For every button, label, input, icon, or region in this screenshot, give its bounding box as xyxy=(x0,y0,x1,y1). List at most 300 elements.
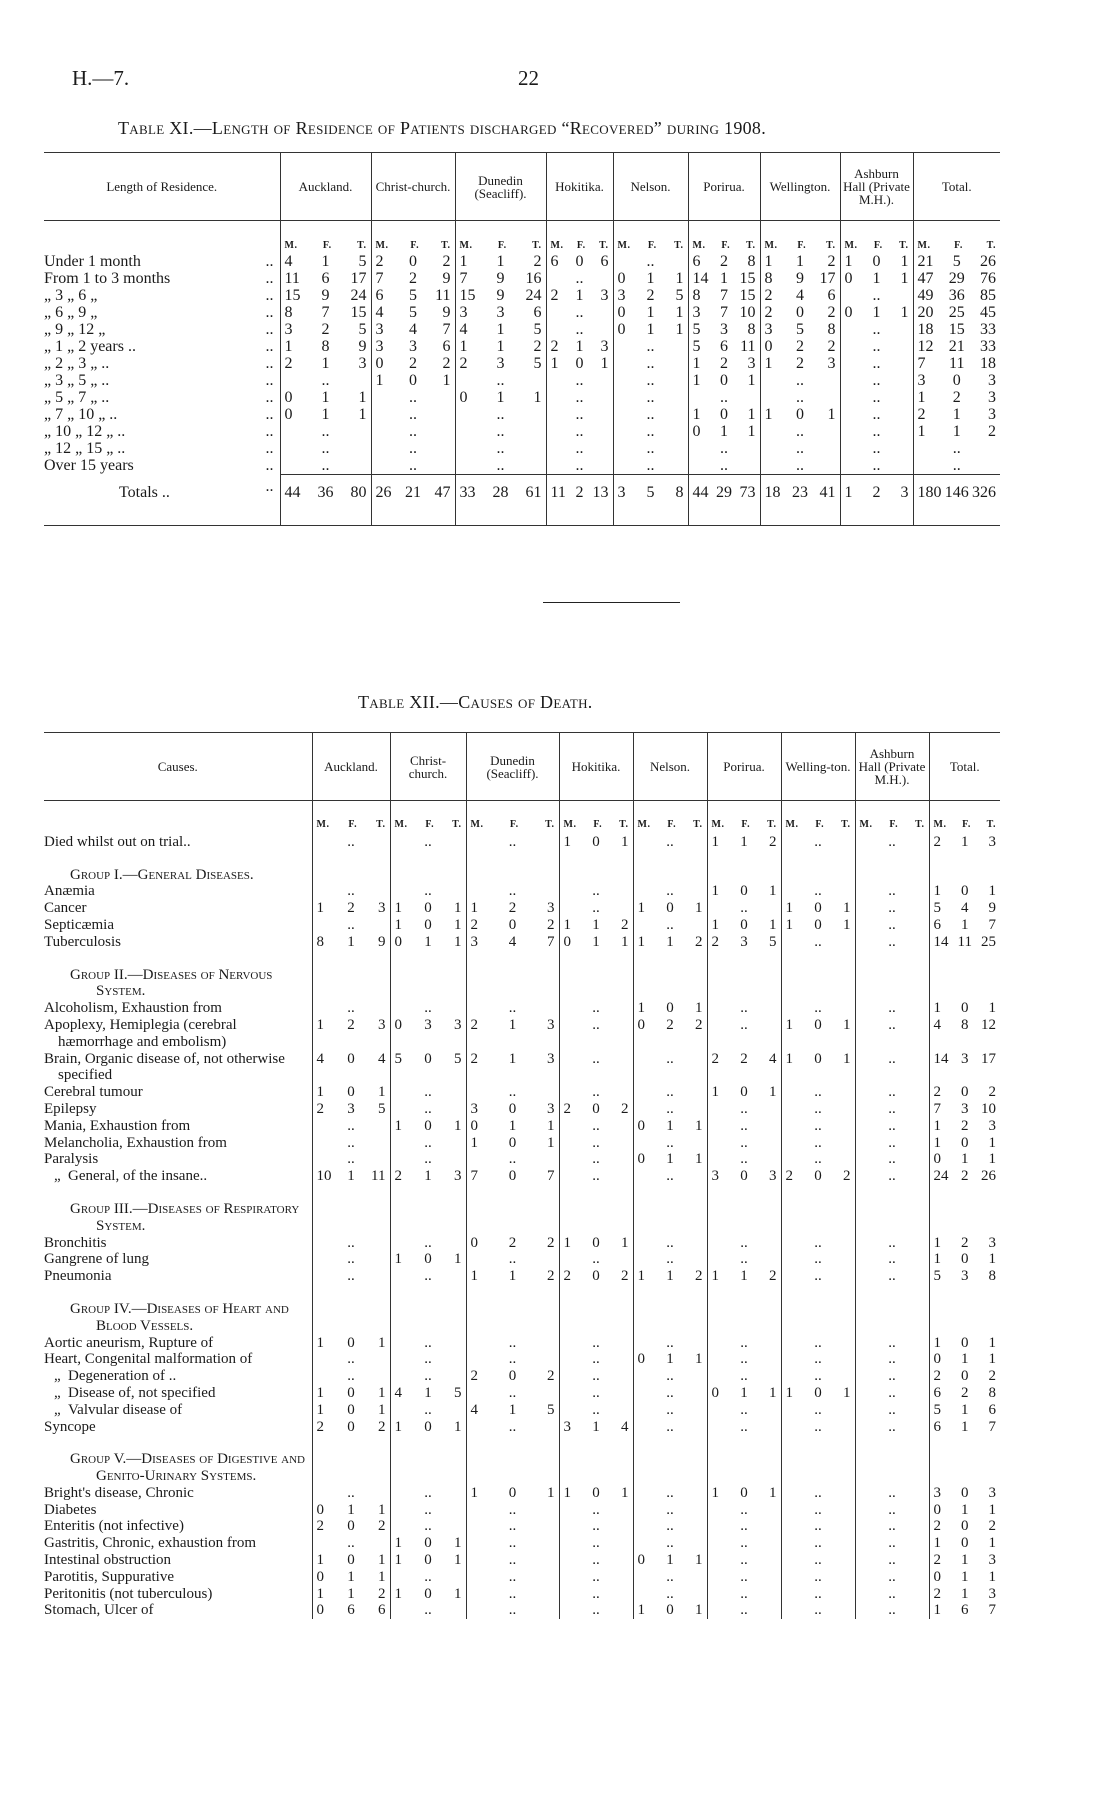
total-count: 1 xyxy=(769,1084,777,1101)
female-count: 1 xyxy=(592,933,600,950)
female-count: 1 xyxy=(740,833,748,850)
subheader-label: F. xyxy=(962,819,971,830)
value-cell xyxy=(280,304,371,321)
empty-value: .. xyxy=(347,1368,355,1385)
value-cell xyxy=(913,304,1000,321)
total-count: 45 xyxy=(979,304,996,321)
row-label-text: Disease of, not specified xyxy=(68,1384,216,1401)
value-cell xyxy=(455,389,546,406)
value-cell xyxy=(633,951,707,1001)
value-cell xyxy=(559,1084,633,1101)
row-label xyxy=(44,1051,312,1085)
value-cell xyxy=(929,883,1000,900)
female-count: 2 xyxy=(575,484,584,501)
row-label xyxy=(44,406,280,423)
female-count: 36 xyxy=(317,484,334,501)
total-count: 1 xyxy=(843,1384,851,1401)
male-count: 1 xyxy=(637,1000,645,1017)
spacer-cell xyxy=(371,505,455,526)
empty-value: .. xyxy=(409,440,417,457)
empty-value: .. xyxy=(496,457,505,474)
female-count: 1 xyxy=(961,1552,969,1569)
spacer-cell xyxy=(44,505,280,526)
table-row xyxy=(44,1168,1000,1185)
subheader-label: M. xyxy=(711,819,725,830)
value-cell xyxy=(781,934,855,951)
row-label-text: Under 1 month xyxy=(44,253,141,270)
value-cell xyxy=(855,1268,929,1285)
value-cell xyxy=(312,1385,390,1402)
total-count: 4 xyxy=(377,1050,386,1067)
female-count: 0 xyxy=(666,900,674,917)
mft-values xyxy=(471,917,555,934)
table-row xyxy=(44,1101,1000,1118)
empty-value: .. xyxy=(666,1368,674,1385)
row-label-text: Anæmia xyxy=(44,883,95,900)
subheader-label: F. xyxy=(348,819,358,830)
total-count: 13 xyxy=(592,484,609,501)
row-label xyxy=(44,423,280,440)
mft-values xyxy=(317,1402,386,1419)
mft-values xyxy=(638,1151,703,1168)
male-count: 1 xyxy=(933,1602,941,1619)
value-cell xyxy=(855,1185,929,1235)
female-count: 1 xyxy=(347,933,355,950)
empty-value: .. xyxy=(508,1334,517,1351)
mft-values xyxy=(471,1135,555,1152)
subheader-label: F. xyxy=(815,819,825,830)
value-cell xyxy=(546,389,613,406)
empty-value: .. xyxy=(814,1602,822,1619)
empty-value: .. xyxy=(424,1351,432,1368)
female-count: 15 xyxy=(948,321,965,338)
mft-values xyxy=(934,1351,997,1368)
value-cell xyxy=(929,1602,1000,1619)
subheader-label: F. xyxy=(873,240,883,251)
value-cell xyxy=(781,1051,855,1085)
value-cell xyxy=(455,287,546,304)
value-cell xyxy=(707,1385,781,1402)
table-xi-title-prefix: Table XI.—Length xyxy=(118,118,269,138)
total-count: 1 xyxy=(695,1552,703,1569)
value-cell xyxy=(929,1586,1000,1603)
value-cell xyxy=(466,1285,559,1335)
totals-value-cell xyxy=(913,475,1000,506)
subheader-label: T. xyxy=(619,819,629,830)
mft-labels xyxy=(471,817,555,834)
mft-values xyxy=(317,1101,386,1118)
total-count: 2 xyxy=(377,1585,386,1602)
value-cell xyxy=(466,1000,559,1017)
male-count: 0 xyxy=(637,1151,645,1168)
male-count: 1 xyxy=(933,1117,941,1134)
row-label xyxy=(44,1502,312,1519)
mft-labels xyxy=(638,817,703,834)
total-count: 1 xyxy=(695,1151,703,1168)
group-heading-row xyxy=(44,1185,1000,1235)
mft-values xyxy=(471,1168,555,1185)
value-cell xyxy=(855,1135,929,1152)
total-count: 1 xyxy=(988,1334,996,1351)
male-count: 3 xyxy=(917,372,926,389)
empty-value: .. xyxy=(592,1401,600,1418)
mft-values xyxy=(712,1268,777,1285)
empty-value: .. xyxy=(508,1000,517,1017)
value-cell xyxy=(466,1051,559,1085)
female-count: 1 xyxy=(740,1268,748,1285)
female-count: 1 xyxy=(795,253,804,270)
male-count: 3 xyxy=(459,304,468,321)
female-count: 0 xyxy=(740,1168,748,1185)
row-label xyxy=(44,1118,312,1135)
value-cell xyxy=(466,1268,559,1285)
male-count: 2 xyxy=(933,1084,941,1101)
row-label xyxy=(44,1485,312,1502)
female-count: 2 xyxy=(961,1234,969,1251)
total-count: 1 xyxy=(453,1418,462,1435)
table-row xyxy=(44,1569,1000,1586)
value-cell xyxy=(559,1385,633,1402)
value-cell xyxy=(466,1552,559,1569)
female-count: 0 xyxy=(961,1334,969,1351)
ditto-mark: „ xyxy=(54,1384,61,1401)
mft-values xyxy=(693,287,756,304)
total-count: 1 xyxy=(453,1117,462,1134)
empty-value: .. xyxy=(888,1602,896,1619)
row-label-text: Group III.—Diseases of Respiratory System. xyxy=(70,1200,300,1234)
female-count: 0 xyxy=(961,1134,969,1151)
value-cell xyxy=(559,934,633,951)
leader-dots: .. xyxy=(265,389,274,406)
empty-value: .. xyxy=(740,1351,748,1368)
mft-values xyxy=(918,287,997,304)
empty-value: .. xyxy=(814,1000,822,1017)
total-count: 17 xyxy=(350,270,367,287)
value-cell xyxy=(707,1569,781,1586)
total-count: 12 xyxy=(981,1016,996,1033)
totals-value-cell xyxy=(455,475,546,506)
value-cell xyxy=(855,1535,929,1552)
value-cell xyxy=(633,1485,707,1502)
value-cell xyxy=(613,440,688,457)
male-count: 0 xyxy=(617,304,626,321)
value-cell xyxy=(913,406,1000,423)
value-cell xyxy=(781,834,855,851)
female-count: 2 xyxy=(720,355,728,372)
female-count: 7 xyxy=(720,304,728,321)
value-cell xyxy=(559,1502,633,1519)
total-count: 1 xyxy=(988,1251,996,1268)
male-count: 3 xyxy=(563,1418,571,1435)
mft-values xyxy=(638,934,703,951)
empty-value: .. xyxy=(814,1568,822,1585)
mft-values xyxy=(376,355,451,372)
male-count: 1 xyxy=(470,1134,478,1151)
value-cell xyxy=(707,1017,781,1051)
total-count: 5 xyxy=(453,1384,462,1401)
mft-values xyxy=(285,321,367,338)
male-count: 0 xyxy=(844,304,853,321)
mft-labels xyxy=(551,239,609,253)
value-cell xyxy=(781,1285,855,1335)
spacer-cell xyxy=(559,801,633,818)
mft-values xyxy=(765,287,836,304)
total-count: 33 xyxy=(979,338,996,355)
male-count: 24 xyxy=(933,1168,949,1185)
mft-values xyxy=(618,481,684,505)
mft-values xyxy=(317,1569,386,1586)
male-count: 0 xyxy=(933,1568,941,1585)
mft-values xyxy=(395,1051,462,1068)
female-count: 2 xyxy=(409,355,417,372)
mft-subheader xyxy=(371,239,455,253)
mft-subheader xyxy=(929,817,1000,834)
value-cell xyxy=(929,834,1000,851)
value-cell xyxy=(707,951,781,1001)
value-cell xyxy=(929,1569,1000,1586)
row-label-text: Alcoholism, Exhaustion from xyxy=(44,1000,222,1017)
mft-values xyxy=(638,1000,703,1017)
table-row xyxy=(44,457,1000,475)
empty-value: .. xyxy=(888,1117,896,1134)
empty-value: .. xyxy=(592,1585,600,1602)
empty-value: .. xyxy=(424,1000,432,1017)
empty-value: .. xyxy=(888,1501,896,1518)
empty-value: .. xyxy=(888,1151,896,1168)
female-count: 1 xyxy=(872,304,881,321)
value-cell xyxy=(466,1569,559,1586)
value-cell xyxy=(559,1402,633,1419)
total-count: 1 xyxy=(769,1484,777,1501)
total-count: 1 xyxy=(843,900,851,917)
row-label xyxy=(44,1435,312,1485)
value-cell xyxy=(390,1385,466,1402)
female-count: 2 xyxy=(872,484,881,501)
total-count: 8 xyxy=(988,1384,996,1401)
empty-value: .. xyxy=(740,1501,748,1518)
empty-value: .. xyxy=(888,1484,896,1501)
mft-values xyxy=(618,321,684,338)
empty-value: .. xyxy=(496,423,505,440)
value-cell xyxy=(280,372,371,389)
value-cell xyxy=(633,1168,707,1185)
male-count: 1 xyxy=(711,833,719,850)
total-count: 2 xyxy=(547,1234,555,1251)
total-count: 76 xyxy=(979,270,996,287)
female-count: 9 xyxy=(496,270,505,287)
spacer-cell xyxy=(929,801,1000,818)
male-count: 7 xyxy=(459,270,468,287)
mft-values xyxy=(918,270,997,287)
total-count: 6 xyxy=(827,287,836,304)
value-cell xyxy=(312,1435,390,1485)
male-count: 2 xyxy=(316,1518,324,1535)
value-cell xyxy=(781,1586,855,1603)
value-cell xyxy=(390,1285,466,1335)
empty-value: .. xyxy=(321,372,330,389)
value-cell xyxy=(855,900,929,917)
row-label xyxy=(44,1235,312,1252)
female-count: 3 xyxy=(961,1268,969,1285)
value-cell xyxy=(929,1017,1000,1051)
leader-dots: .. xyxy=(265,321,274,338)
empty-value: .. xyxy=(888,883,896,900)
value-cell xyxy=(855,1385,929,1402)
column-header: Total. xyxy=(929,733,1000,801)
value-cell xyxy=(466,1586,559,1603)
row-label xyxy=(44,1602,312,1619)
female-count: 3 xyxy=(409,338,417,355)
male-count: 2 xyxy=(563,1100,571,1117)
table-header-row xyxy=(44,733,1000,801)
totals-value-cell xyxy=(840,475,913,506)
female-count: 2 xyxy=(666,1016,674,1033)
male-count: 3 xyxy=(375,338,384,355)
female-count: 2 xyxy=(347,1016,355,1033)
group-heading-row xyxy=(44,1435,1000,1485)
value-cell xyxy=(390,851,466,884)
male-count: 15 xyxy=(459,287,476,304)
empty-value: .. xyxy=(646,253,655,270)
mft-subheader xyxy=(613,239,688,253)
value-cell xyxy=(760,253,840,270)
empty-value: .. xyxy=(646,423,655,440)
mft-values xyxy=(934,1485,997,1502)
value-cell xyxy=(559,1552,633,1569)
value-cell xyxy=(929,1402,1000,1419)
row-label-text: „ 3 „ 5 „ .. xyxy=(44,372,110,389)
table-row xyxy=(44,1335,1000,1352)
total-count: 3 xyxy=(358,355,367,372)
female-count: 1 xyxy=(347,1168,355,1185)
female-count: 0 xyxy=(347,1418,355,1435)
subheader-label: T. xyxy=(915,819,925,830)
row-label-text: Group II.—Diseases of Nervous System. xyxy=(70,966,273,1000)
row-label-text: Epilepsy xyxy=(44,1100,97,1117)
mft-values xyxy=(376,253,451,270)
value-cell xyxy=(929,1135,1000,1152)
female-count: 0 xyxy=(720,406,728,423)
row-label-text: Group V.—Diseases of Digestive and Genito-Urinary Systems. xyxy=(70,1451,305,1485)
table-causes-of-death xyxy=(44,732,1000,1619)
total-count: 1 xyxy=(900,253,909,270)
value-cell xyxy=(371,355,455,372)
mft-values xyxy=(845,253,909,270)
value-cell xyxy=(913,372,1000,389)
total-count: 41 xyxy=(819,484,836,501)
male-count: 2 xyxy=(764,304,773,321)
value-cell xyxy=(855,1602,929,1619)
female-count: 3 xyxy=(961,1050,969,1067)
female-count: 2 xyxy=(720,253,728,270)
subheader-label: M. xyxy=(394,819,408,830)
value-cell xyxy=(390,1518,466,1535)
value-cell xyxy=(390,1084,466,1101)
total-count: 1 xyxy=(695,1602,703,1619)
male-count: 1 xyxy=(316,1384,324,1401)
empty-value: .. xyxy=(424,1084,432,1101)
column-header: Nelson. xyxy=(633,733,707,801)
value-cell xyxy=(312,883,390,900)
female-count: 0 xyxy=(424,1552,432,1569)
male-count: 3 xyxy=(284,321,293,338)
total-count: 1 xyxy=(358,406,367,423)
value-cell xyxy=(466,934,559,951)
empty-value: .. xyxy=(592,1518,600,1535)
female-count: 0 xyxy=(508,1168,517,1185)
total-count: 6 xyxy=(442,338,451,355)
value-cell xyxy=(840,372,913,389)
total-count: 1 xyxy=(621,1234,629,1251)
male-count: 1 xyxy=(933,1334,941,1351)
value-cell xyxy=(466,1502,559,1519)
value-cell xyxy=(466,1368,559,1385)
mft-values xyxy=(317,1017,386,1034)
female-count: 5 xyxy=(409,287,417,304)
mft-values xyxy=(471,1235,555,1252)
value-cell xyxy=(466,1017,559,1051)
value-cell xyxy=(855,1084,929,1101)
mft-labels xyxy=(285,239,367,253)
row-label xyxy=(44,851,312,884)
totals-label xyxy=(44,475,280,506)
total-count: 1 xyxy=(377,1401,386,1418)
value-cell xyxy=(312,1118,390,1135)
table-xi-title-rest: of Residence of Patients discharged “Recovered” during 1908. xyxy=(268,118,767,138)
value-cell xyxy=(312,900,390,917)
male-count: 1 xyxy=(394,900,402,917)
empty-value: .. xyxy=(646,406,655,423)
total-count: 1 xyxy=(747,406,756,423)
total-count: 1 xyxy=(377,1084,386,1101)
empty-value: .. xyxy=(321,457,330,474)
female-count: 21 xyxy=(948,338,965,355)
value-cell xyxy=(390,1251,466,1268)
leader-dots: .. xyxy=(265,423,274,440)
total-count: 2 xyxy=(769,1268,777,1285)
female-count: 0 xyxy=(666,1602,674,1619)
male-count: 6 xyxy=(933,916,941,933)
total-count: 85 xyxy=(979,287,996,304)
male-count: 8 xyxy=(284,304,293,321)
value-cell xyxy=(929,1502,1000,1519)
value-cell xyxy=(855,1586,929,1603)
empty-value: .. xyxy=(814,1251,822,1268)
male-count: 1 xyxy=(785,916,793,933)
male-count: 1 xyxy=(637,1602,645,1619)
value-cell xyxy=(760,270,840,287)
mft-labels xyxy=(765,239,836,253)
value-cell xyxy=(559,900,633,917)
total-count: 3 xyxy=(453,1168,462,1185)
male-count: 2 xyxy=(470,1050,478,1067)
mft-values xyxy=(845,481,909,505)
mft-values xyxy=(638,1118,703,1135)
empty-value: .. xyxy=(409,389,417,406)
value-cell xyxy=(546,338,613,355)
value-cell xyxy=(466,1335,559,1352)
row-label-text: „ 3 „ 6 „ xyxy=(44,287,98,304)
mft-subheader xyxy=(781,817,855,834)
empty-value: .. xyxy=(592,1134,600,1151)
male-count: 0 xyxy=(394,1016,402,1033)
row-label xyxy=(44,1168,312,1185)
female-count: 1 xyxy=(321,389,330,406)
value-cell xyxy=(371,389,455,406)
value-cell xyxy=(707,1135,781,1152)
value-cell xyxy=(781,1235,855,1252)
mft-values xyxy=(765,481,836,505)
